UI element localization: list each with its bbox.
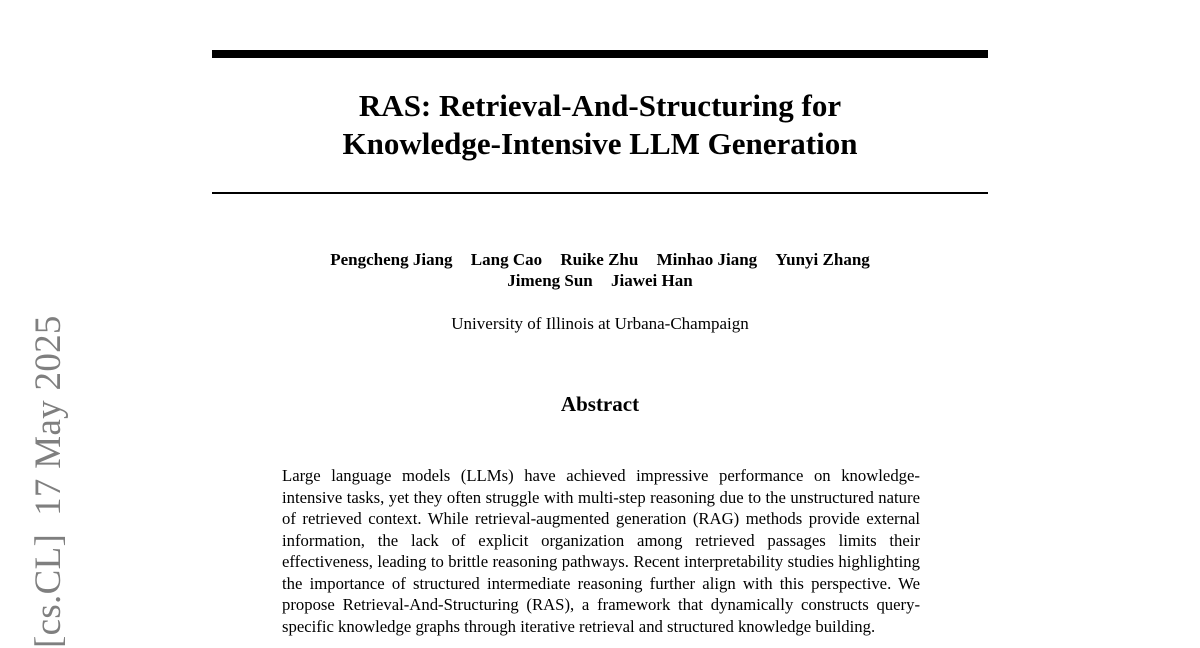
- author-list: [212, 249, 988, 291]
- arxiv-category: [cs.CL]: [28, 533, 69, 648]
- author-name: Jimeng Sun: [507, 271, 593, 290]
- author-name: Lang Cao: [470, 250, 543, 269]
- title-top-rule: [212, 50, 988, 58]
- arxiv-date: 17 May 2025: [28, 315, 69, 516]
- author-name: Yunyi Zhang: [775, 250, 870, 269]
- title-bottom-rule: [212, 192, 988, 194]
- affiliation: University of Illinois at Urbana-Champaign: [451, 314, 749, 333]
- author-name: Jiawei Han: [611, 271, 693, 290]
- author-row-1: [212, 249, 988, 270]
- abstract-heading: Abstract: [560, 392, 640, 416]
- abstract-text: Large language models (LLMs) have achieved impressive performance on knowledge-intensive tasks, yet they often struggle with multi-step reasoning due to the unstructured nature of retrieved context. While retrieval-augmented generation (RAG) methods provide external information, the lack of explicit organization among retrieved passages limits their effectiveness, leading to brittle reasoning pathways. Recent interpretability studies highlighting the importance of structured intermediate reasoning further align with this perspective. We propose Retrieval-And-Structuring (RAS), a framework that dynamically constructs query-specific knowledge graphs through iterative retrieval and structured knowledge building.: [282, 466, 920, 636]
- paper-title: [212, 87, 988, 163]
- author-name: Pengcheng Jiang: [330, 250, 453, 269]
- author-name: Ruike Zhu: [560, 250, 639, 269]
- title-line-2: Knowledge-Intensive LLM Generation: [342, 126, 858, 161]
- title-line-1: RAS: Retrieval-And-Structuring for: [358, 88, 842, 123]
- author-row-2: [212, 270, 988, 291]
- author-name: Minhao Jiang: [656, 250, 758, 269]
- arxiv-watermark: [25, 315, 73, 648]
